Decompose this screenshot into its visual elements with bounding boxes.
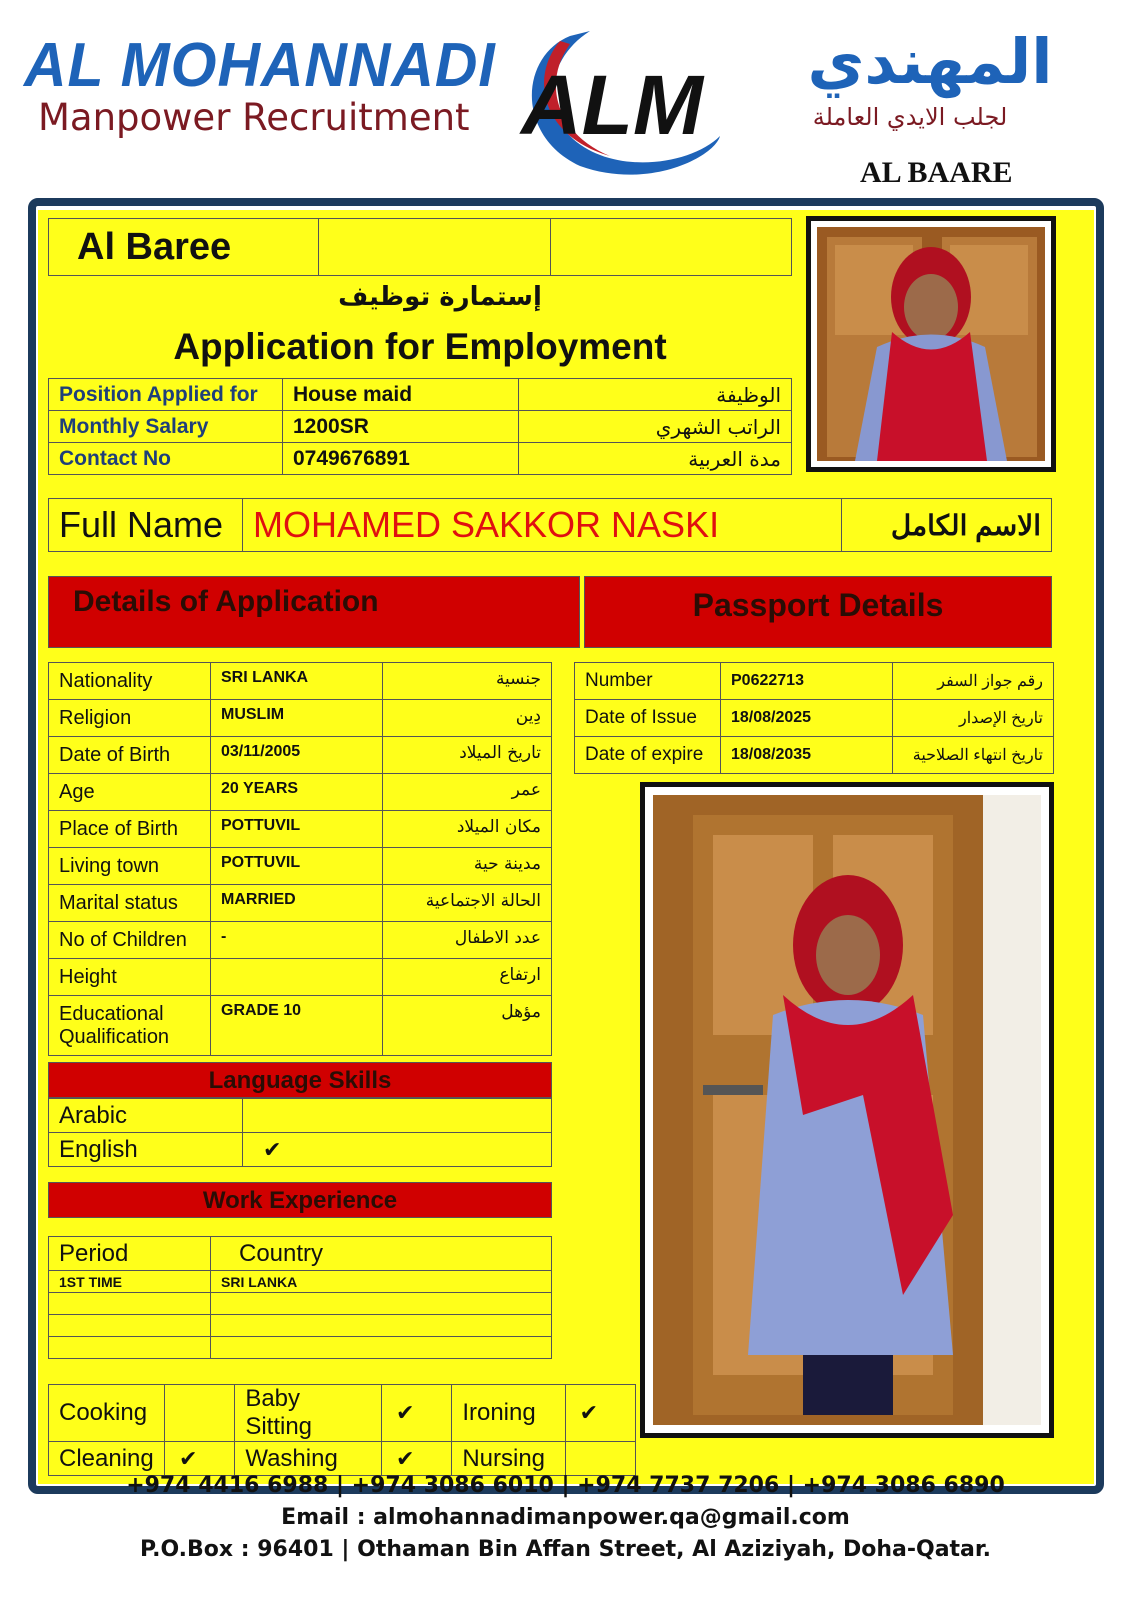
ironing-check-icon: ✔ [565, 1385, 635, 1442]
country-header: Country [211, 1237, 552, 1271]
table-row [49, 663, 552, 700]
nationality-label-ar: جنسية [383, 663, 552, 700]
brand-name: AL MOHANNADI [24, 31, 496, 100]
table-row [49, 885, 552, 922]
marital-label-ar: الحالة الاجتماعية [383, 885, 552, 922]
period-value: 1ST TIME [49, 1271, 211, 1293]
logo-text: ALM [521, 58, 703, 152]
position-value: House maid [283, 379, 519, 411]
table-row [49, 1099, 552, 1133]
religion-label: Religion [49, 700, 211, 737]
table-row [575, 700, 1054, 737]
agency-name: Al Baree [49, 219, 319, 276]
height-label: Height [49, 959, 211, 996]
expiry-date-label: Date of expire [575, 737, 721, 774]
nationality-value: SRI LANKA [211, 663, 383, 700]
alm-logo [500, 16, 726, 176]
issue-date-value: 18/08/2025 [721, 700, 893, 737]
salary-value: 1200SR [283, 411, 519, 443]
dob-label: Date of Birth [49, 737, 211, 774]
height-value [211, 959, 383, 996]
washing-check-icon: ✔ [381, 1442, 451, 1476]
country-value: SRI LANKA [211, 1271, 552, 1293]
dob-value: 03/11/2005 [211, 737, 383, 774]
brand-name-ar: المهندي [807, 25, 1053, 98]
work-table [48, 1236, 552, 1359]
religion-value: MUSLIM [211, 700, 383, 737]
cleaning-label: Cleaning [49, 1442, 165, 1476]
work-header: Work Experience [48, 1182, 552, 1218]
table-row [49, 1293, 552, 1315]
table-row [49, 774, 552, 811]
table-row [49, 811, 552, 848]
agency-blank-2 [551, 219, 792, 276]
age-label: Age [49, 774, 211, 811]
salary-row [49, 411, 792, 443]
table-row [49, 1337, 552, 1359]
baby-sitting-label: Baby Sitting [235, 1385, 382, 1442]
passport-number-label-ar: رقم جواز السفر [893, 663, 1054, 700]
height-label-ar: ارتفاع [383, 959, 552, 996]
office-name: AL BAARE [860, 156, 1013, 189]
religion-label-ar: دِين [383, 700, 552, 737]
footer-email: Email : almohannadimanpower.qa@gmail.com [281, 1505, 850, 1530]
english-check-icon: ✔ [243, 1133, 552, 1167]
agency-table [48, 218, 792, 276]
position-row [49, 379, 792, 411]
cleaning-check-icon: ✔ [164, 1442, 234, 1476]
education-label-ar: مؤهل [383, 996, 552, 1056]
expiry-date-label-ar: تاريخ انتهاء الصلاحية [893, 737, 1054, 774]
form-title: Application for Employment [173, 326, 667, 367]
nationality-label: Nationality [49, 663, 211, 700]
empty-cell [49, 1293, 211, 1315]
table-row [49, 1237, 552, 1271]
passport-header: Passport Details [584, 576, 1052, 648]
full-name-table [48, 498, 1052, 552]
position-label-ar: الوظيفة [519, 379, 792, 411]
footer [0, 1470, 1131, 1566]
footer-phones: +974 4416 6988 | +974 3086 6010 | +974 7737 7206 | +974 3086 6890 [126, 1473, 1005, 1498]
table-row [49, 1385, 636, 1442]
form-title-ar: إستمارة توظيف [338, 282, 542, 312]
empty-cell [211, 1315, 552, 1337]
passport-number-value: P0622713 [721, 663, 893, 700]
portrait-photo [806, 216, 1056, 472]
issue-date-label: Date of Issue [575, 700, 721, 737]
birthplace-label-ar: مكان الميلاد [383, 811, 552, 848]
town-label: Living town [49, 848, 211, 885]
full-name-label-ar: الاسم الكامل [842, 499, 1052, 552]
children-label-ar: عدد الاطفال [383, 922, 552, 959]
education-label: Educational Qualification [49, 996, 211, 1056]
contact-label: Contact No [49, 443, 283, 475]
details-header: Details of Application [48, 576, 580, 648]
empty-cell [49, 1315, 211, 1337]
skills-table [48, 1384, 636, 1476]
brand-english [24, 31, 521, 139]
table-row [49, 1133, 552, 1167]
town-value: POTTUVIL [211, 848, 383, 885]
arabic-check-icon [243, 1099, 552, 1133]
marital-value: MARRIED [211, 885, 383, 922]
agency-blank-1 [319, 219, 551, 276]
nursing-label: Nursing [452, 1442, 565, 1476]
position-label: Position Applied for [49, 379, 283, 411]
dob-label-ar: تاريخ الميلاد [383, 737, 552, 774]
english-label: English [49, 1133, 243, 1167]
language-header: Language Skills [48, 1062, 552, 1098]
table-row [575, 663, 1054, 700]
table-row [49, 959, 552, 996]
passport-number-label: Number [575, 663, 721, 700]
empty-cell [211, 1337, 552, 1359]
table-row [49, 737, 552, 774]
table-row [49, 1271, 552, 1293]
birthplace-label: Place of Birth [49, 811, 211, 848]
table-row [49, 700, 552, 737]
contact-value: 0749676891 [283, 443, 519, 475]
footer-address: P.O.Box : 96401 | Othaman Bin Affan Street, Al Aziziyah, Doha-Qatar. [140, 1537, 991, 1562]
brand-tagline: Manpower Recruitment [38, 96, 470, 139]
table-row [575, 737, 1054, 774]
salary-label: Monthly Salary [49, 411, 283, 443]
age-label-ar: عمر [383, 774, 552, 811]
issue-date-label-ar: تاريخ الإصدار [893, 700, 1054, 737]
brand-tagline-ar: لجلب الايدي العاملة [812, 103, 1008, 131]
town-label-ar: مدينة حية [383, 848, 552, 885]
cooking-check-icon [164, 1385, 234, 1442]
contact-row [49, 443, 792, 475]
passport-table [574, 662, 1054, 774]
children-value: - [211, 922, 383, 959]
details-table [48, 662, 552, 1056]
empty-cell [49, 1337, 211, 1359]
full-name-label: Full Name [49, 499, 243, 552]
table-row [49, 996, 552, 1056]
brand-arabic [740, 22, 1120, 132]
marital-label: Marital status [49, 885, 211, 922]
birthplace-value: POTTUVIL [211, 811, 383, 848]
table-row [49, 922, 552, 959]
cooking-label: Cooking [49, 1385, 165, 1442]
full-name-value: MOHAMED SAKKOR NASKI [243, 499, 842, 552]
empty-cell [211, 1293, 552, 1315]
baby-sitting-check-icon: ✔ [381, 1385, 451, 1442]
full-length-photo [640, 782, 1054, 1438]
salary-label-ar: الراتب الشهري [519, 411, 792, 443]
contact-label-ar: مدة العربية [519, 443, 792, 475]
children-label: No of Children [49, 922, 211, 959]
ironing-label: Ironing [452, 1385, 565, 1442]
position-table [48, 378, 792, 475]
age-value: 20 YEARS [211, 774, 383, 811]
arabic-label: Arabic [49, 1099, 243, 1133]
table-row [49, 1315, 552, 1337]
language-table [48, 1098, 552, 1167]
education-value: GRADE 10 [211, 996, 383, 1056]
period-header: Period [49, 1237, 211, 1271]
washing-label: Washing [235, 1442, 382, 1476]
expiry-date-value: 18/08/2035 [721, 737, 893, 774]
table-row [49, 848, 552, 885]
